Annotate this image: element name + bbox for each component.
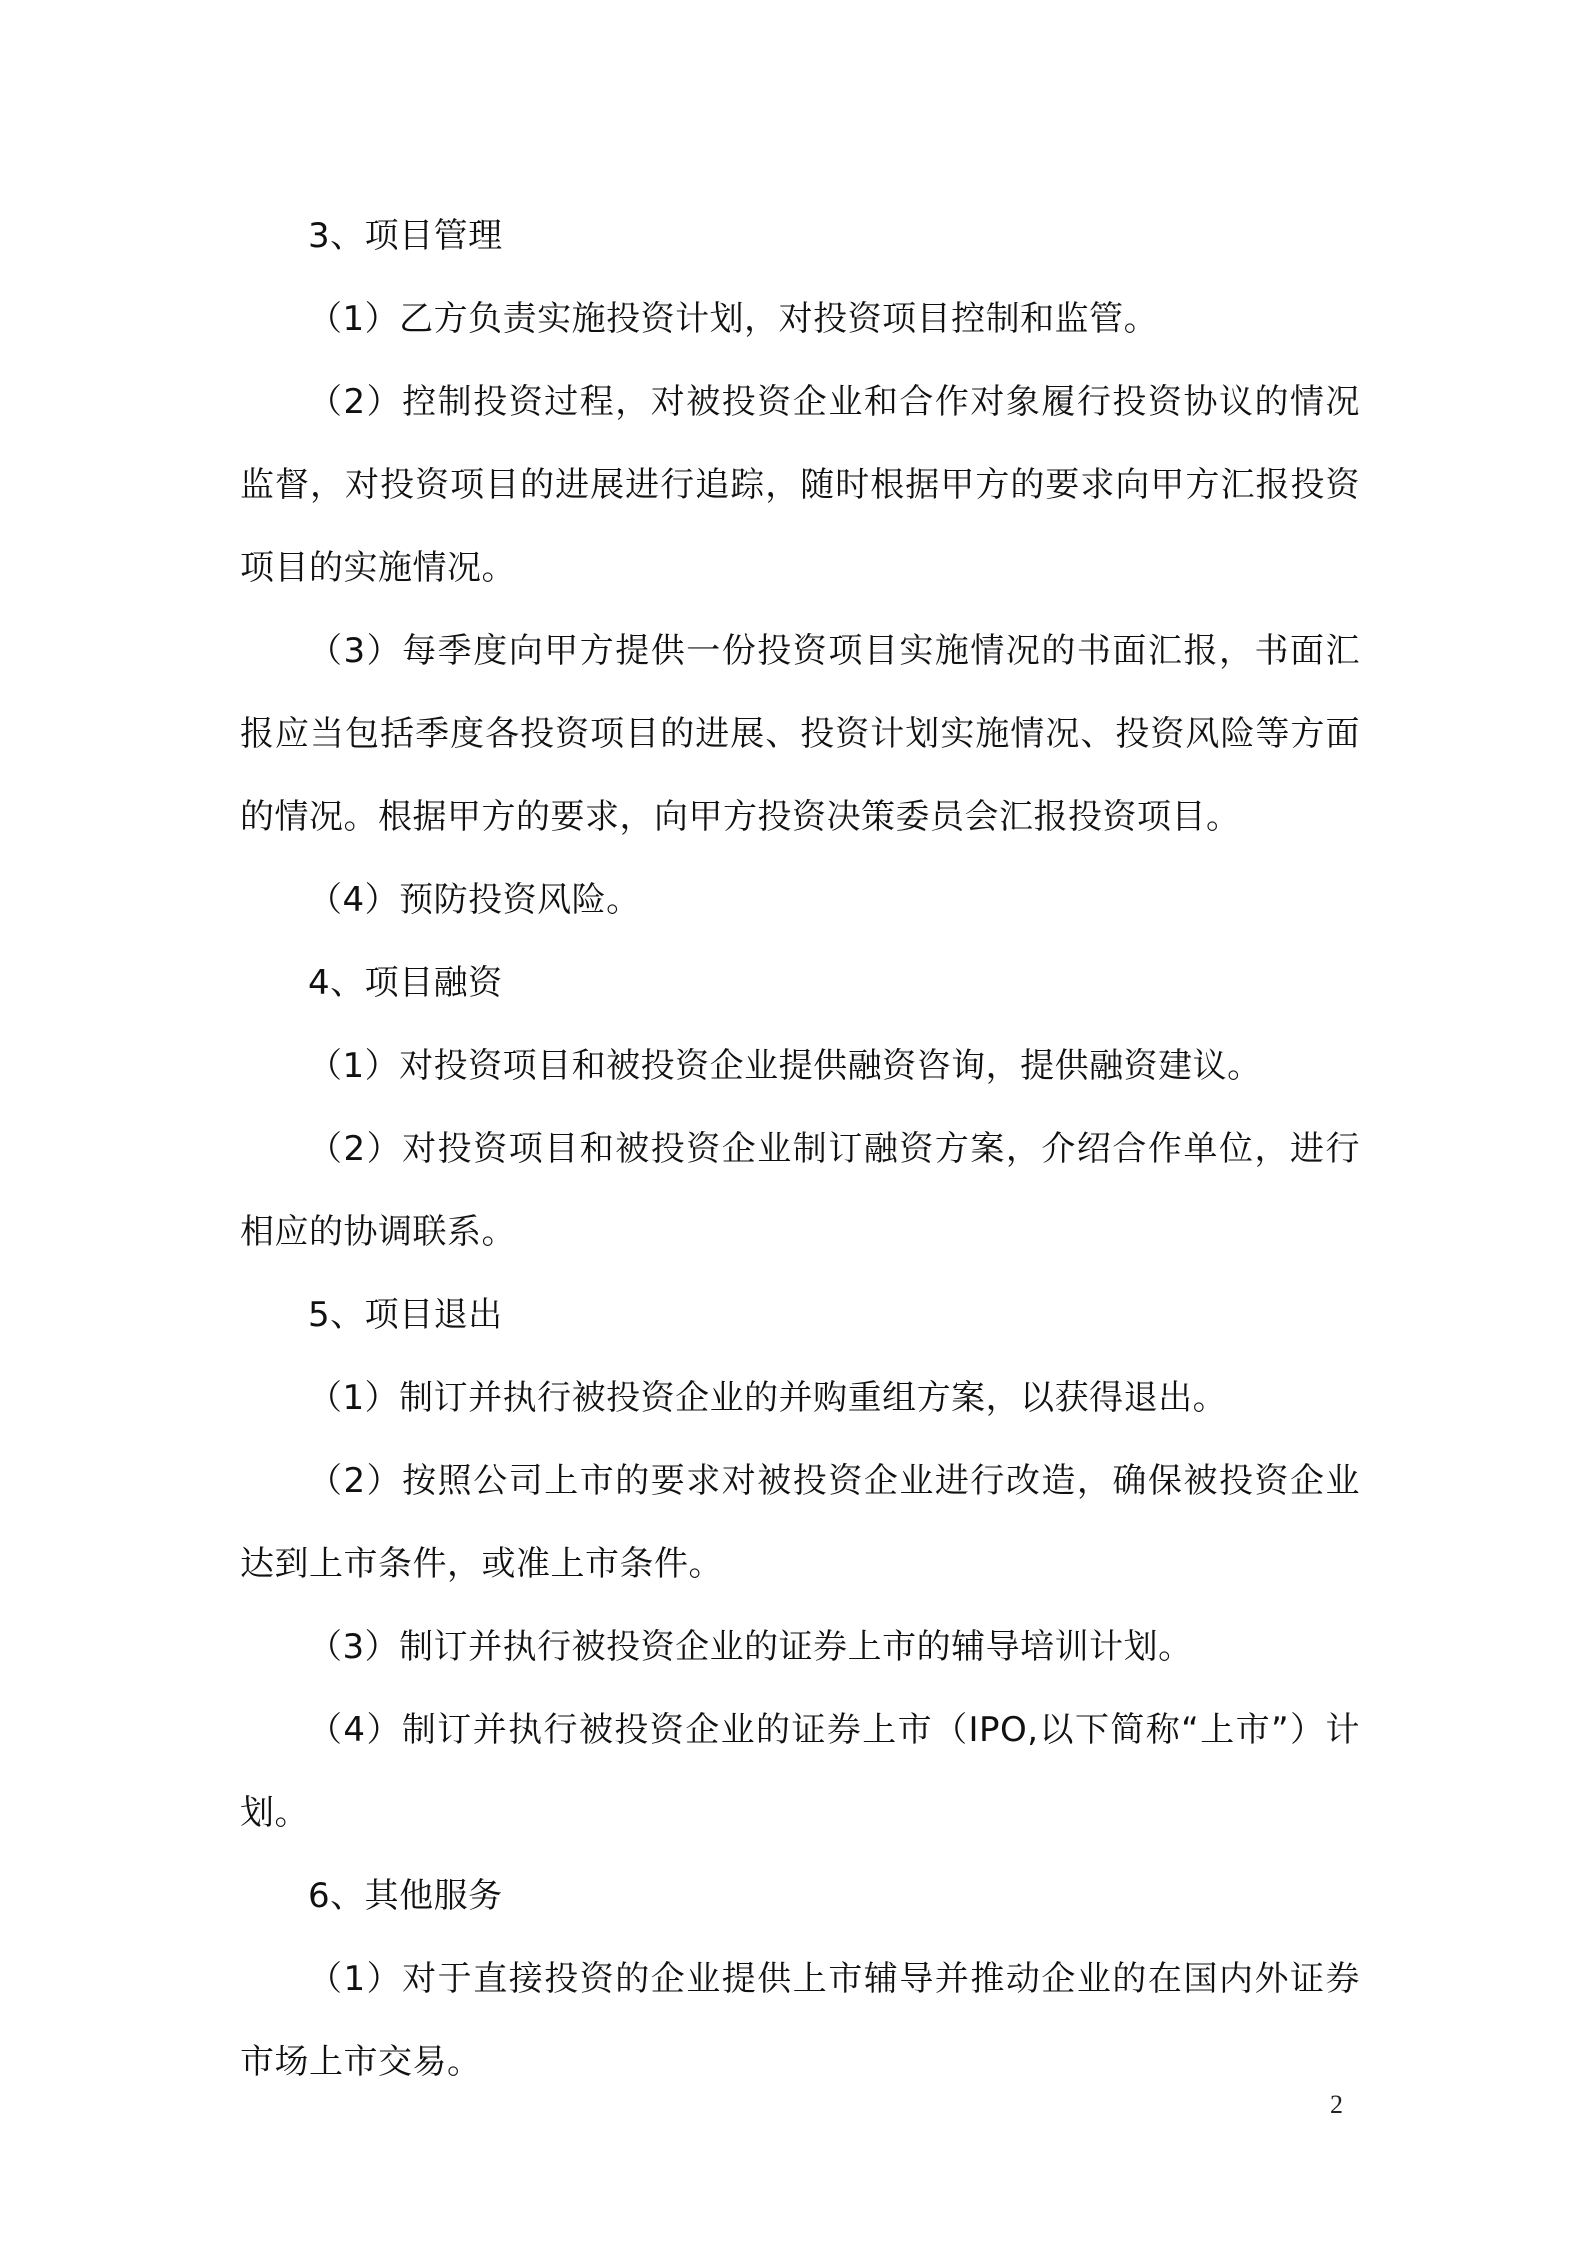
paragraph: （1）乙方负责实施投资计划，对投资项目控制和监管。 xyxy=(308,299,1159,339)
section-heading-project-exit: 5、项目退出 xyxy=(308,1295,503,1335)
paragraph: （2）对投资项目和被投资企业制订融资方案，介绍合作单位，进行相应的协调联系。 xyxy=(240,1129,1360,1252)
section-heading-project-management: 3、项目管理 xyxy=(308,216,503,256)
paragraph: （4）制订并执行被投资企业的证券上市（IPO,以下简称“上市”）计划。 xyxy=(240,1710,1360,1833)
paragraph: （1）对投资项目和被投资企业提供融资咨询，提供融资建议。 xyxy=(308,1046,1262,1086)
paragraph: （2）按照公司上市的要求对被投资企业进行改造，确保被投资企业达到上市条件，或准上市条件。 xyxy=(240,1461,1360,1584)
paragraph: （3）制订并执行被投资企业的证券上市的辅导培训计划。 xyxy=(308,1627,1193,1667)
section-heading-other-services: 6、其他服务 xyxy=(308,1876,503,1916)
paragraph: （1）制订并执行被投资企业的并购重组方案，以获得退出。 xyxy=(308,1378,1228,1418)
paragraph: （3）每季度向甲方提供一份投资项目实施情况的书面汇报，书面汇报应当包括季度各投资项目的进展、投资计划实施情况、投资风险等方面的情况。根据甲方的要求，向甲方投资决策委员会汇报投资项目。 xyxy=(240,631,1360,837)
page-number: 2 xyxy=(1330,2090,1343,2119)
paragraph: （2）控制投资过程，对被投资企业和合作对象履行投资协议的情况监督，对投资项目的进展进行追踪，随时根据甲方的要求向甲方汇报投资项目的实施情况。 xyxy=(240,382,1360,588)
paragraph: （4）预防投资风险。 xyxy=(308,880,641,920)
section-heading-project-financing: 4、项目融资 xyxy=(308,963,503,1003)
document-body xyxy=(240,195,1360,2104)
paragraph: （1）对于直接投资的企业提供上市辅导并推动企业的在国内外证券市场上市交易。 xyxy=(240,1959,1360,2082)
